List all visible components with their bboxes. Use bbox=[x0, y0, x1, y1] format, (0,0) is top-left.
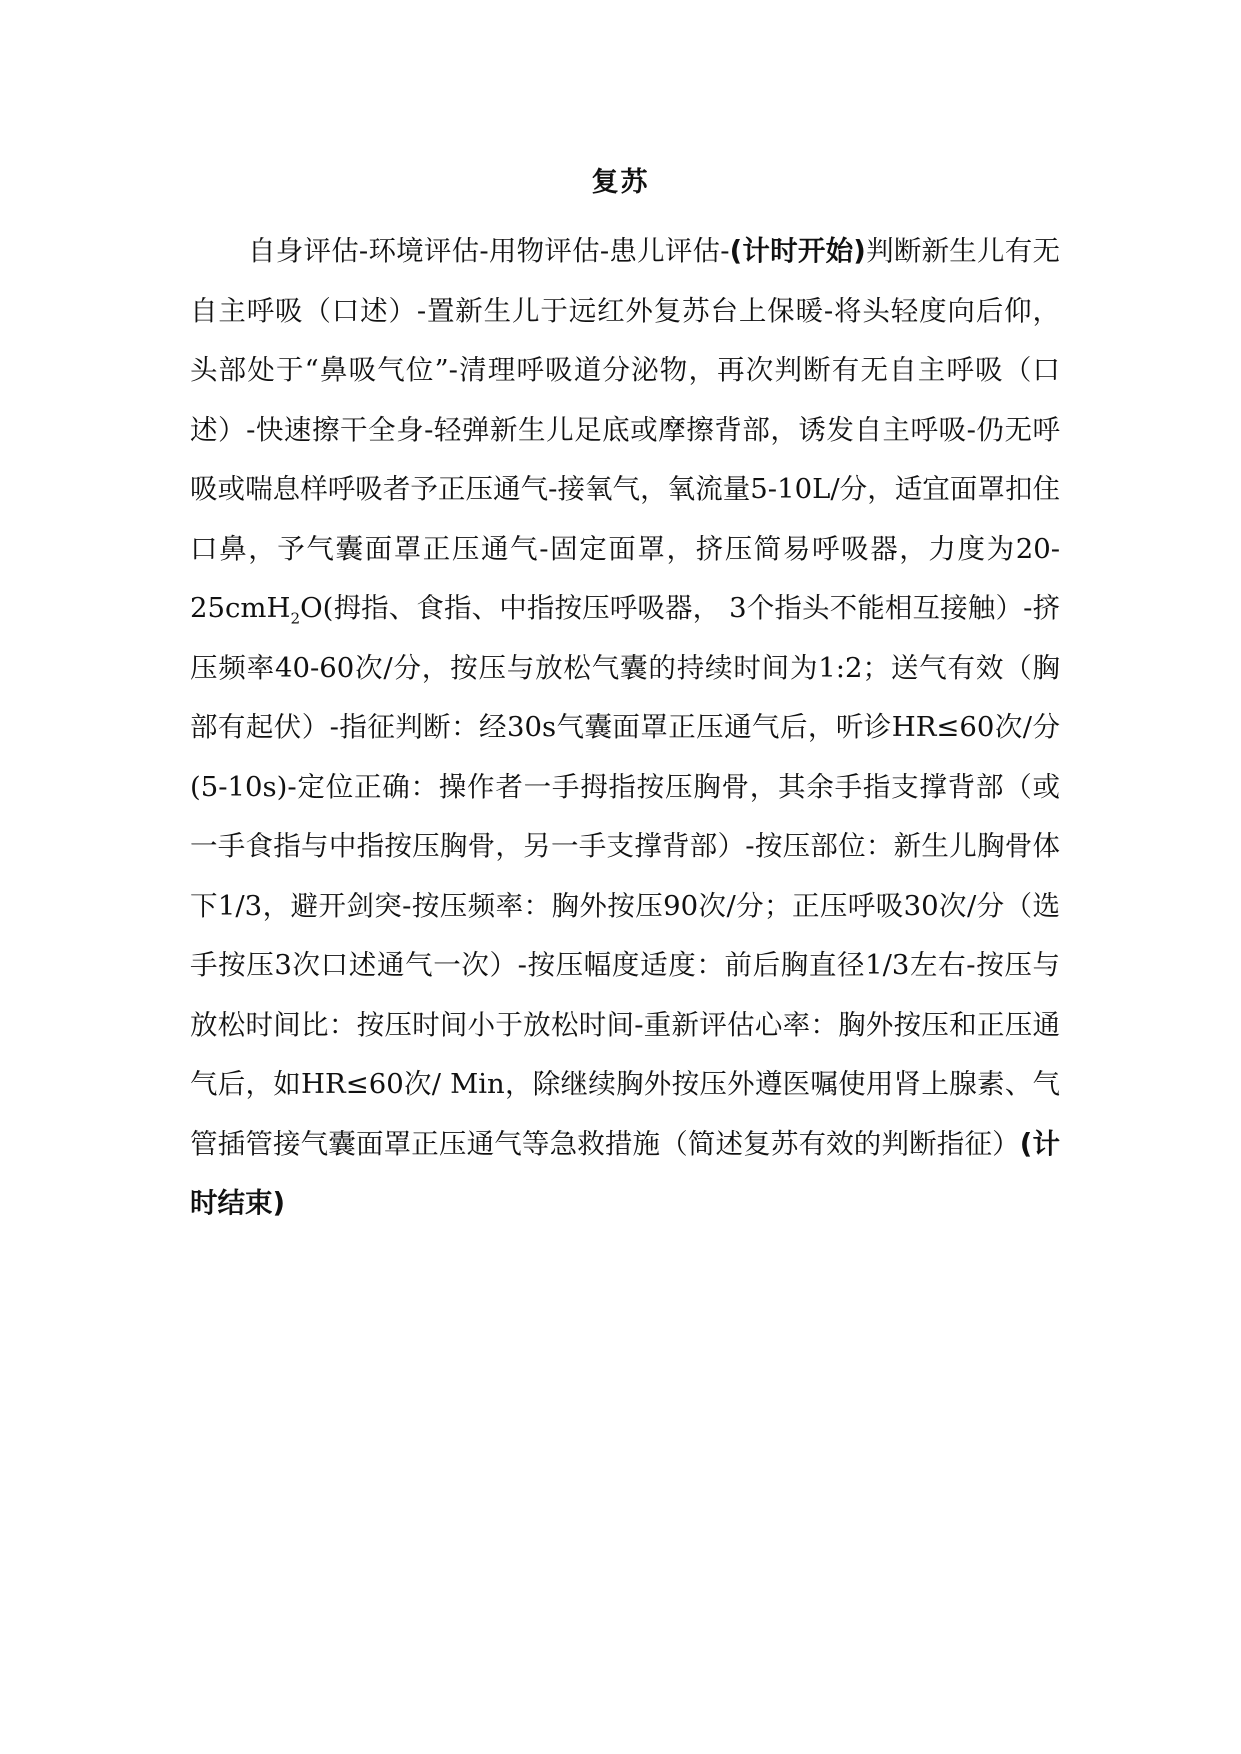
paragraph-text-3: O(拇指、食指、中指按压呼吸器， 3个指头不能相互接触）-挤压频率40-60次/分，按压与放松气囊的持续时间为1:2；送气有效（胸部有起伏）-指征判断：经30s气囊面罩正压通气后，听诊HR≤60次/分(5-10s)-定位正确：操作者一手拇指按压胸骨，其余手指支撑背部（或一手食指与中指按压胸骨，另一手支撑背部）-按压部位：新生儿胸骨体下1/3，避开剑突-按压频率：胸外按压90次/分；正压呼吸30次/分（选手按压3次口述通气一次）-按压幅度适度：前后胸直径1/3左右-按压与放松时间比：按压时间小于放松时间-重新评估心率：胸外按压和正压通气后，如HR≤60次/ Min，除继续胸外按压外遵医嘱使用肾上腺素、气管插管接气囊面罩正压通气等急救措施（简述复苏有效的判断指征） bbox=[190, 592, 1060, 1160]
timer-start-label: (计时开始) bbox=[729, 235, 866, 267]
paragraph-text-1: 自身评估-环境评估-用物评估-患儿评估- bbox=[248, 235, 730, 267]
document-title: 复苏 bbox=[591, 167, 650, 198]
paragraph-text-2: 判断新生儿有无自主呼吸（口述）-置新生儿于远红外复苏台上保暖-将头轻度向后仰，头部处于“鼻吸气位”-清理呼吸道分泌物，再次判断有无自主呼吸（口述）-快速擦干全身-轻弹新生儿足底或摩擦背部，诱发自主呼吸-仍无呼吸或喘息样呼吸者予正压通气-接氧气，氧流量5-10L/分，适宜面罩扣住口鼻，予气囊面罩正压通气-固定面罩，挤压简易呼吸器，力度为20-25cmH bbox=[190, 235, 1060, 624]
procedure-paragraph bbox=[190, 222, 1060, 1234]
timer-end-label: (计时结束) bbox=[190, 1127, 1060, 1219]
subscript-2: 2 bbox=[290, 609, 301, 628]
